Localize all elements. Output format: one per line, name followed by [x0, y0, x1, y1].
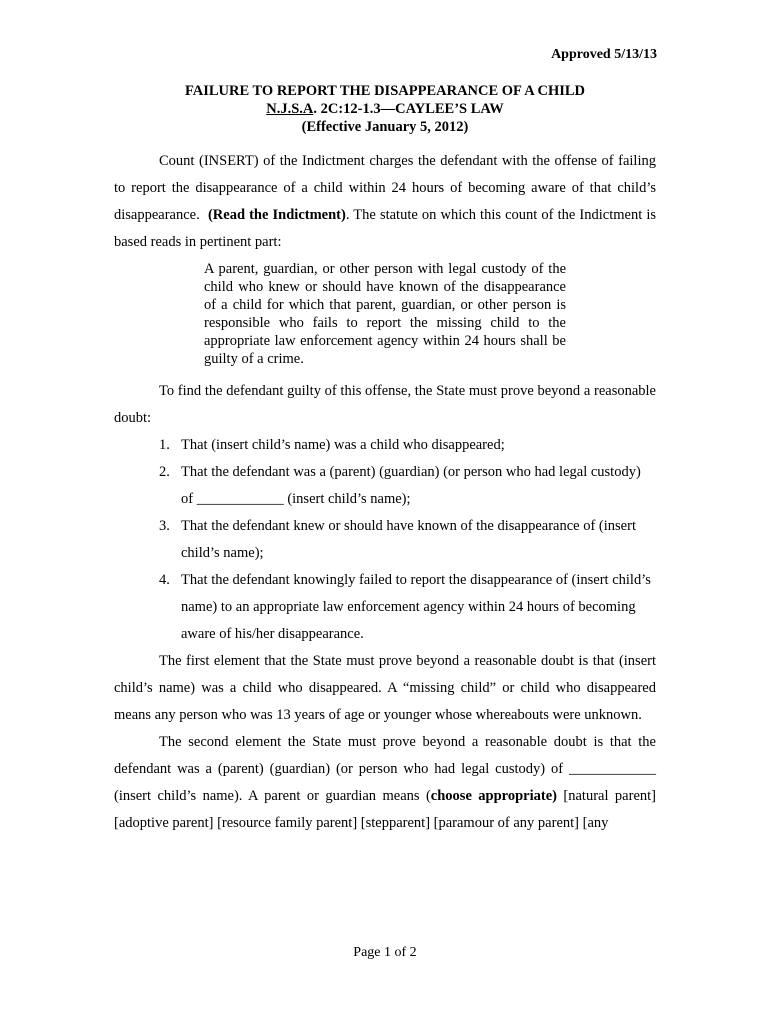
list-item-number: 1.	[159, 437, 170, 453]
second-element-text-2: [natural parent] [adoptive parent] [resource family parent] [stepparent] [paramour of any parent] [any	[114, 788, 656, 831]
title-line-2	[114, 100, 656, 118]
list-item-text: That the defendant knowingly failed to report the disappearance of (insert child’s name) to an appropriate law enforcement agency within 24 hours of becoming aware of his/her disappearance.	[181, 572, 651, 642]
list-item-number: 2.	[159, 464, 170, 480]
second-element-text-1: The second element the State must prove beyond a reasonable doubt is that the defendant was a (parent) (guardian) (or person who had legal custody) of ____________ (insert child’s name). A parent or guardian means (	[114, 734, 656, 804]
document-body	[114, 148, 656, 837]
list-item-text: That the defendant was a (parent) (guardian) (or person who had legal custody) of ____________ (insert child’s name);	[181, 464, 641, 507]
title-line-1: FAILURE TO REPORT THE DISAPPEARANCE OF A CHILD	[184, 83, 586, 99]
approved-date: Approved 5/13/13	[551, 47, 657, 62]
statute-abbrev: N.J.S.A	[266, 101, 314, 117]
list-item	[159, 432, 656, 459]
list-item-number: 4.	[159, 572, 170, 588]
statute-quote: A parent, guardian, or other person with legal custody of the child who knew or should have known of the disappearance of a child for which that parent, guardian, or other person is responsible who fails to report the missing child to the appropriate law enforcement agency within 24 hours shall be guilty of a crime.	[204, 261, 566, 367]
intro-paragraph	[114, 148, 656, 256]
page-number: Page 1 of 2	[353, 945, 417, 960]
elements-list	[114, 432, 656, 648]
document-title	[114, 82, 656, 136]
list-item-text: That the defendant knew or should have known of the disappearance of (insert child’s name);	[181, 518, 636, 561]
intro-bold: (Read the Indictment)	[207, 207, 346, 223]
statute-quote-wrap	[114, 260, 656, 368]
second-element-paragraph	[114, 729, 656, 837]
title-line-3: (Effective January 5, 2012)	[301, 119, 469, 135]
prove-intro-paragraph: To find the defendant guilty of this offense, the State must prove beyond a reasonable doubt:	[114, 383, 656, 426]
list-item	[159, 513, 656, 567]
intro-text-1: Count (INSERT) of the Indictment charges the defendant with the offense of failing to report the disappearance of a child within 24 hours of becoming aware of that child’s disappearance.	[114, 153, 656, 223]
first-element-paragraph: The first element that the State must prove beyond a reasonable doubt is that (insert child’s name) was a child who disappeared. A “missing child” or child who disappeared means any person who was 13 years of age or younger whose whereabouts were unknown.	[114, 653, 656, 723]
list-item	[159, 567, 656, 648]
list-item	[159, 459, 656, 513]
list-item-text: That (insert child’s name) was a child who disappeared;	[181, 437, 505, 453]
intro-text-2: . The statute on which this count of the Indictment is based reads in pertinent part:	[114, 207, 656, 250]
statute-number: . 2C:12-1.3—CAYLEE’S LAW	[313, 101, 504, 117]
list-item-number: 3.	[159, 518, 170, 534]
second-element-bold: choose appropriate)	[430, 788, 557, 804]
